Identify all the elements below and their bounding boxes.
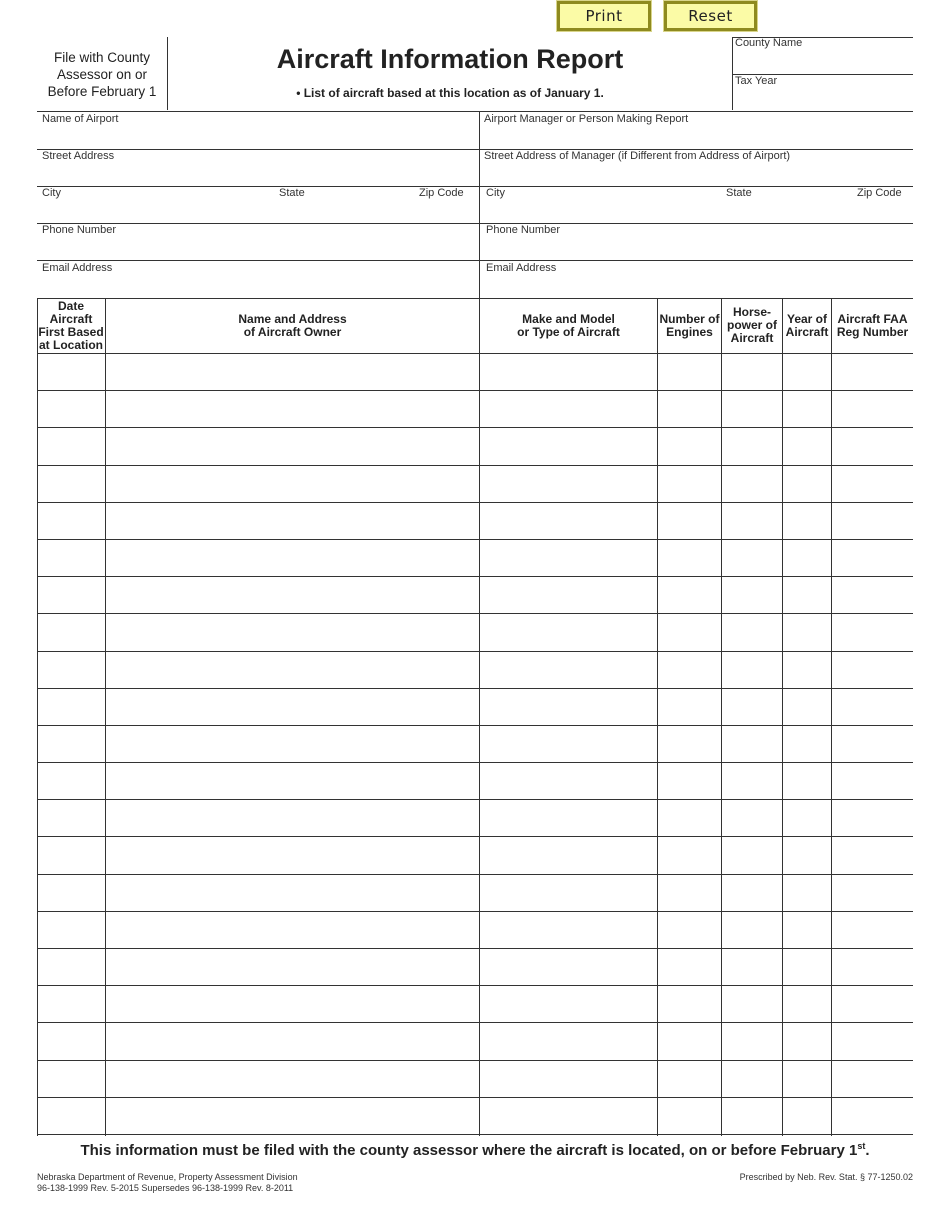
date-cell[interactable] xyxy=(37,875,105,911)
page-subtitle: • List of aircraft based at this location as of January 1. xyxy=(296,86,604,100)
airport-phone-label: Phone Number xyxy=(42,224,116,236)
faa-reg-cell[interactable] xyxy=(832,503,913,539)
owner-cell[interactable] xyxy=(106,800,479,836)
table-row xyxy=(37,875,913,912)
manager-phone-field[interactable] xyxy=(481,237,912,259)
table-row xyxy=(37,466,913,503)
table-row xyxy=(37,912,913,949)
owner-cell[interactable] xyxy=(106,689,479,725)
manager-street-label: Street Address of Manager (if Different from Address of Airport) xyxy=(484,150,791,162)
owner-cell[interactable] xyxy=(106,652,479,688)
table-row xyxy=(37,354,913,391)
make-model-cell[interactable] xyxy=(480,1061,657,1097)
airport-street-label: Street Address xyxy=(42,150,115,162)
table-row xyxy=(37,652,913,689)
table-row xyxy=(37,1023,913,1060)
owner-cell[interactable] xyxy=(106,428,479,464)
divider xyxy=(37,260,913,261)
year-cell[interactable] xyxy=(783,763,831,799)
engines-cell[interactable] xyxy=(658,1023,721,1059)
airport-name-field[interactable] xyxy=(38,126,478,148)
divider xyxy=(479,111,480,298)
table-row xyxy=(37,577,913,614)
horsepower-cell[interactable] xyxy=(722,726,782,762)
col-header-date: Date Aircraft First Based at Location xyxy=(38,298,104,352)
date-cell[interactable] xyxy=(37,391,105,427)
col-header-owner: Name and Address of Aircraft Owner xyxy=(238,311,347,339)
year-cell[interactable] xyxy=(783,1023,831,1059)
year-cell[interactable] xyxy=(783,391,831,427)
filing-note: File with County Assessor on or Before February 1 xyxy=(47,50,157,99)
date-cell[interactable] xyxy=(37,689,105,725)
department-name: Nebraska Department of Revenue, Property Assessment Division xyxy=(37,1172,298,1182)
owner-cell[interactable] xyxy=(106,1098,479,1134)
engines-cell[interactable] xyxy=(658,577,721,613)
owner-cell[interactable] xyxy=(106,354,479,390)
faa-reg-cell[interactable] xyxy=(832,875,913,911)
horsepower-cell[interactable] xyxy=(722,1098,782,1134)
manager-street-field[interactable] xyxy=(481,163,912,185)
horsepower-cell[interactable] xyxy=(722,1023,782,1059)
col-header-horsepower: Horse- power of Aircraft xyxy=(727,305,777,345)
engines-cell[interactable] xyxy=(658,466,721,502)
date-cell[interactable] xyxy=(37,949,105,985)
table-row xyxy=(37,503,913,540)
page-title: Aircraft Information Report xyxy=(276,44,624,74)
horsepower-cell[interactable] xyxy=(722,912,782,948)
reset-button[interactable]: Reset xyxy=(664,1,757,31)
table-row xyxy=(37,800,913,837)
year-cell[interactable] xyxy=(783,689,831,725)
divider xyxy=(37,111,913,112)
engines-cell[interactable] xyxy=(658,391,721,427)
make-model-cell[interactable] xyxy=(480,726,657,762)
year-cell[interactable] xyxy=(783,354,831,390)
manager-name-label: Airport Manager or Person Making Report xyxy=(484,113,689,125)
filing-notice-sup: st xyxy=(857,1141,866,1151)
faa-reg-cell[interactable] xyxy=(832,837,913,873)
year-cell[interactable] xyxy=(783,986,831,1022)
table-row xyxy=(37,949,913,986)
make-model-cell[interactable] xyxy=(480,689,657,725)
faa-reg-cell[interactable] xyxy=(832,726,913,762)
horsepower-cell[interactable] xyxy=(722,949,782,985)
tax-year-label: Tax Year xyxy=(735,75,778,87)
engines-cell[interactable] xyxy=(658,428,721,464)
date-cell[interactable] xyxy=(37,652,105,688)
table-row xyxy=(37,837,913,874)
manager-email-field[interactable] xyxy=(481,275,912,297)
table-row xyxy=(37,1098,913,1135)
year-cell[interactable] xyxy=(783,726,831,762)
faa-reg-cell[interactable] xyxy=(832,391,913,427)
table-row xyxy=(37,540,913,577)
print-button[interactable]: Print xyxy=(557,1,651,31)
date-cell[interactable] xyxy=(37,1098,105,1134)
date-cell[interactable] xyxy=(37,354,105,390)
horsepower-cell[interactable] xyxy=(722,577,782,613)
year-cell[interactable] xyxy=(783,1098,831,1134)
form-revision: 96-138-1999 Rev. 5-2015 Supersedes 96-138-1999 Rev. 8-2011 xyxy=(37,1183,294,1193)
horsepower-cell[interactable] xyxy=(722,1061,782,1097)
airport-email-label: Email Address xyxy=(42,262,113,274)
faa-reg-cell[interactable] xyxy=(832,1098,913,1134)
col-header-faa-reg: Aircraft FAA Reg Number xyxy=(836,311,909,339)
make-model-cell[interactable] xyxy=(480,1023,657,1059)
make-model-cell[interactable] xyxy=(480,428,657,464)
date-cell[interactable] xyxy=(37,614,105,650)
engines-cell[interactable] xyxy=(658,800,721,836)
faa-reg-cell[interactable] xyxy=(832,540,913,576)
make-model-cell[interactable] xyxy=(480,912,657,948)
date-cell[interactable] xyxy=(37,577,105,613)
faa-reg-cell[interactable] xyxy=(832,428,913,464)
table-row xyxy=(37,391,913,428)
owner-cell[interactable] xyxy=(106,391,479,427)
horsepower-cell[interactable] xyxy=(722,614,782,650)
owner-cell[interactable] xyxy=(106,503,479,539)
year-cell[interactable] xyxy=(783,1061,831,1097)
engines-cell[interactable] xyxy=(658,763,721,799)
manager-phone-label: Phone Number xyxy=(486,224,560,236)
manager-name-field[interactable] xyxy=(481,126,912,148)
horsepower-cell[interactable] xyxy=(722,800,782,836)
faa-reg-cell[interactable] xyxy=(832,949,913,985)
airport-city-state-zip-field[interactable] xyxy=(38,200,478,222)
faa-reg-cell[interactable] xyxy=(832,912,913,948)
date-cell[interactable] xyxy=(37,428,105,464)
date-cell[interactable] xyxy=(37,912,105,948)
make-model-cell[interactable] xyxy=(480,652,657,688)
engines-cell[interactable] xyxy=(658,1061,721,1097)
horsepower-cell[interactable] xyxy=(722,503,782,539)
table-row xyxy=(37,428,913,465)
airport-phone-field[interactable] xyxy=(38,237,478,259)
make-model-cell[interactable] xyxy=(480,577,657,613)
make-model-cell[interactable] xyxy=(480,503,657,539)
date-cell[interactable] xyxy=(37,837,105,873)
owner-cell[interactable] xyxy=(106,614,479,650)
date-cell[interactable] xyxy=(37,1023,105,1059)
faa-reg-cell[interactable] xyxy=(832,354,913,390)
engines-cell[interactable] xyxy=(658,875,721,911)
filing-notice-text: This information must be filed with the county assessor where the aircraft is located, on or before February 1 xyxy=(80,1142,858,1159)
faa-reg-cell[interactable] xyxy=(832,1061,913,1097)
make-model-cell[interactable] xyxy=(480,466,657,502)
divider xyxy=(37,223,913,224)
engines-cell[interactable] xyxy=(658,986,721,1022)
engines-cell[interactable] xyxy=(658,726,721,762)
county-name-field[interactable] xyxy=(733,50,913,73)
faa-reg-cell[interactable] xyxy=(832,689,913,725)
make-model-cell[interactable] xyxy=(480,1098,657,1134)
year-cell[interactable] xyxy=(783,912,831,948)
year-cell[interactable] xyxy=(783,540,831,576)
divider xyxy=(37,186,913,187)
table-row xyxy=(37,689,913,726)
horsepower-cell[interactable] xyxy=(722,875,782,911)
faa-reg-cell[interactable] xyxy=(832,652,913,688)
engines-cell[interactable] xyxy=(658,837,721,873)
year-cell[interactable] xyxy=(783,614,831,650)
horsepower-cell[interactable] xyxy=(722,540,782,576)
airport-zip-label: Zip Code xyxy=(419,187,464,199)
horsepower-cell[interactable] xyxy=(722,652,782,688)
date-cell[interactable] xyxy=(37,466,105,502)
horsepower-cell[interactable] xyxy=(722,986,782,1022)
airport-email-field[interactable] xyxy=(38,275,478,297)
date-cell[interactable] xyxy=(37,986,105,1022)
year-cell[interactable] xyxy=(783,800,831,836)
date-cell[interactable] xyxy=(37,763,105,799)
owner-cell[interactable] xyxy=(106,540,479,576)
faa-reg-cell[interactable] xyxy=(832,1023,913,1059)
make-model-cell[interactable] xyxy=(480,837,657,873)
date-cell[interactable] xyxy=(37,1061,105,1097)
make-model-cell[interactable] xyxy=(480,354,657,390)
date-cell[interactable] xyxy=(37,503,105,539)
make-model-cell[interactable] xyxy=(480,949,657,985)
county-name-label: County Name xyxy=(735,37,803,49)
faa-reg-cell[interactable] xyxy=(832,800,913,836)
col-header-year: Year of Aircraft xyxy=(785,311,829,339)
faa-reg-cell[interactable] xyxy=(832,986,913,1022)
col-header-make-model: Make and Model or Type of Aircraft xyxy=(517,311,620,339)
make-model-cell[interactable] xyxy=(480,763,657,799)
owner-cell[interactable] xyxy=(106,466,479,502)
statute-reference: Prescribed by Neb. Rev. Stat. § 77-1250.02 xyxy=(739,1172,913,1182)
horsepower-cell[interactable] xyxy=(722,837,782,873)
airport-city-label: City xyxy=(42,187,61,199)
filing-notice-end: . xyxy=(865,1142,870,1159)
owner-cell[interactable] xyxy=(106,875,479,911)
table-row xyxy=(37,1061,913,1098)
date-cell[interactable] xyxy=(37,800,105,836)
horsepower-cell[interactable] xyxy=(722,466,782,502)
date-cell[interactable] xyxy=(37,540,105,576)
engines-cell[interactable] xyxy=(658,354,721,390)
engines-cell[interactable] xyxy=(658,912,721,948)
owner-cell[interactable] xyxy=(106,986,479,1022)
engines-cell[interactable] xyxy=(658,689,721,725)
year-cell[interactable] xyxy=(783,503,831,539)
horsepower-cell[interactable] xyxy=(722,428,782,464)
engines-cell[interactable] xyxy=(658,540,721,576)
faa-reg-cell[interactable] xyxy=(832,614,913,650)
owner-cell[interactable] xyxy=(106,577,479,613)
engines-cell[interactable] xyxy=(658,949,721,985)
engines-cell[interactable] xyxy=(658,1098,721,1134)
make-model-cell[interactable] xyxy=(480,800,657,836)
horsepower-cell[interactable] xyxy=(722,763,782,799)
filing-notice xyxy=(37,1141,913,1159)
year-cell[interactable] xyxy=(783,837,831,873)
aircraft-table-body xyxy=(37,354,913,1135)
tax-year-field[interactable] xyxy=(733,88,913,109)
horsepower-cell[interactable] xyxy=(722,391,782,427)
owner-cell[interactable] xyxy=(106,949,479,985)
owner-cell[interactable] xyxy=(106,1023,479,1059)
faa-reg-cell[interactable] xyxy=(832,577,913,613)
faa-reg-cell[interactable] xyxy=(832,763,913,799)
owner-cell[interactable] xyxy=(106,726,479,762)
table-row xyxy=(37,763,913,800)
make-model-cell[interactable] xyxy=(480,391,657,427)
year-cell[interactable] xyxy=(783,577,831,613)
owner-cell[interactable] xyxy=(106,912,479,948)
table-row xyxy=(37,614,913,651)
table-row xyxy=(37,986,913,1023)
year-cell[interactable] xyxy=(783,652,831,688)
year-cell[interactable] xyxy=(783,949,831,985)
horsepower-cell[interactable] xyxy=(722,689,782,725)
airport-name-label: Name of Airport xyxy=(42,113,119,125)
manager-state-label: State xyxy=(726,187,752,199)
faa-reg-cell[interactable] xyxy=(832,466,913,502)
make-model-cell[interactable] xyxy=(480,986,657,1022)
year-cell[interactable] xyxy=(783,875,831,911)
owner-cell[interactable] xyxy=(106,1061,479,1097)
make-model-cell[interactable] xyxy=(480,875,657,911)
engines-cell[interactable] xyxy=(658,614,721,650)
year-cell[interactable] xyxy=(783,466,831,502)
table-row xyxy=(37,726,913,763)
col-header-engines: Number of Engines xyxy=(659,311,720,339)
manager-city-state-zip-field[interactable] xyxy=(481,200,912,222)
engines-cell[interactable] xyxy=(658,652,721,688)
manager-email-label: Email Address xyxy=(486,262,557,274)
make-model-cell[interactable] xyxy=(480,614,657,650)
manager-city-label: City xyxy=(486,187,505,199)
date-cell[interactable] xyxy=(37,726,105,762)
make-model-cell[interactable] xyxy=(480,540,657,576)
engines-cell[interactable] xyxy=(658,503,721,539)
manager-zip-label: Zip Code xyxy=(857,187,902,199)
year-cell[interactable] xyxy=(783,428,831,464)
airport-state-label: State xyxy=(279,187,305,199)
airport-street-field[interactable] xyxy=(38,163,478,185)
owner-cell[interactable] xyxy=(106,763,479,799)
owner-cell[interactable] xyxy=(106,837,479,873)
horsepower-cell[interactable] xyxy=(722,354,782,390)
